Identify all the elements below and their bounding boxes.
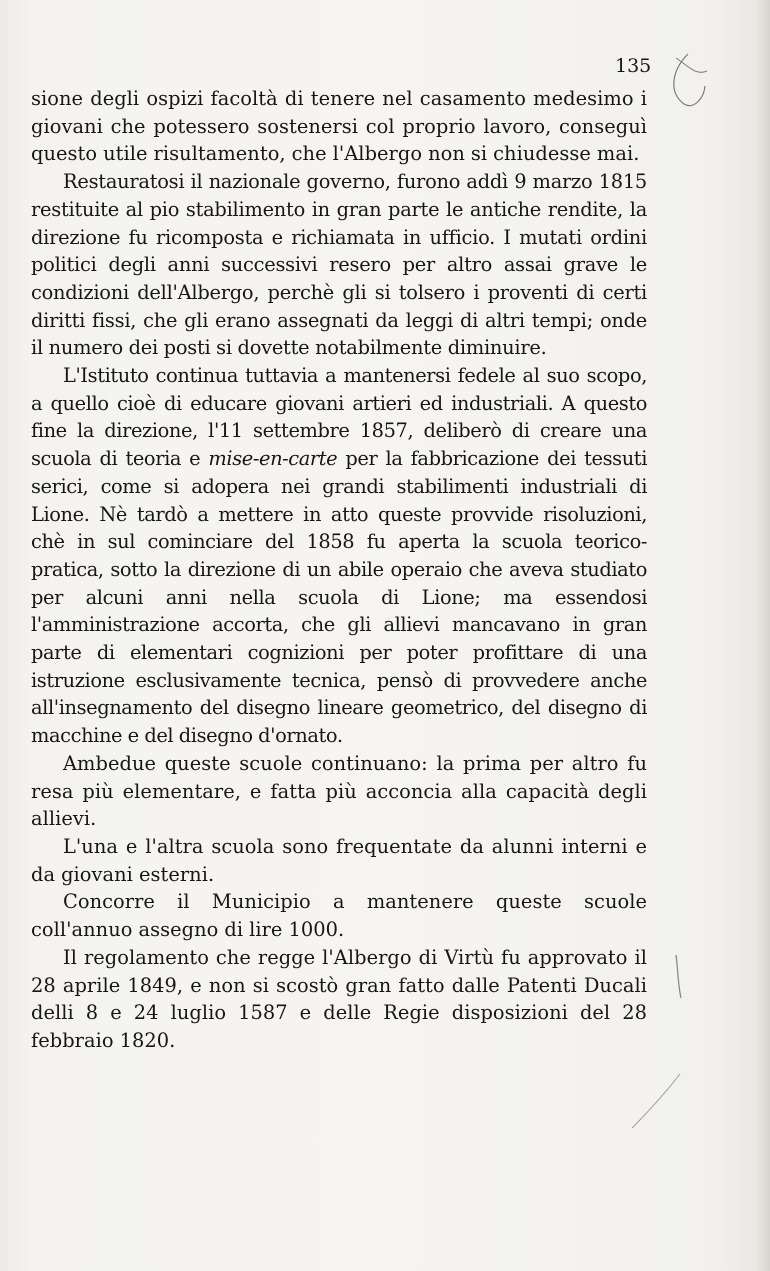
paragraph-municipality: Concorre il Municipio a mantenere queste scuole coll'annuo assegno di lire 1000.: [31, 890, 647, 942]
italic-term: mise-en-carte: [208, 447, 338, 471]
paragraph-restoration: Restauratosi il nazionale governo, furono addì 9 marzo 1815 restituite al pio stabilimento in gran parte le antiche rendite, la direzione fu ricomposta e richiamata in ufficio. I mutati ordini politici degli anni successivi resero per altro assai grave le condizioni dell'Albergo, perchè gli si tolsero i proventi di certi diritti fissi, che gli erano assegnati da leggi di altri tempi; onde il numero dei posti si dovette notabilmente diminuire.: [31, 170, 647, 360]
paragraph-schools: Ambedue queste scuole continuano: la prima per altro fu resa più elementare, e fatta più acconcia alla capacità degli allievi.: [31, 751, 647, 831]
paragraph-regulation: Il regolamento che regge l'Albergo di Virtù fu approvato il 28 aprile 1849, e non si scostò gran fatto dalle Patenti Ducali delli 8 e 24 luglio 1587 e delle Regie disposizioni del 28 febbraio 1820.: [31, 945, 647, 1052]
paragraph-institute-text-start: L'Istituto continua tuttavia a mantenersi fedele al suo scopo, a quello cioè di educare giovani artieri ed industriali. A questo fine la direzione, l'11 settembre 1857, deliberò di creare una scuola di teoria e: [31, 364, 647, 471]
paragraph-continuation: sione degli ospizi facoltà di tenere nel casamento medesimo i giovani che potessero sostenersi col proprio lavoro, conseguì questo utile risultamento, che l'Albergo non si chiudesse mai.: [31, 87, 647, 166]
paragraph-institute: [31, 362, 647, 750]
paragraph-students: L'una e l'altra scuola sono frequentate da alunni interni e da giovani esterni.: [31, 834, 647, 886]
body-text: [31, 85, 647, 1055]
page-number: 135: [615, 55, 652, 77]
page-edge-shadow: [756, 0, 770, 1271]
paragraph-institute-text-end: per la fabbricazione dei tessuti serici, come si adopera nei grandi stabilimenti industriali di Lione. Nè tardò a mettere in atto queste provvide risoluzioni, chè in sul cominciare del 1858 fu aperta la scuola teorico-pratica, sotto la direzione di un abile operaio che aveva studiato per alcuni anni nella scuola di Lione; ma essendosi l'amministrazione accorta, che gli allievi mancavano in gran parte di elementari cognizioni per poter profittare di una istruzione esclusivamente tecnica, pensò di provvedere anche all'insegnamento del disegno lineare geometrico, del disegno di macchine e del disegno d'ornato.: [31, 447, 647, 748]
